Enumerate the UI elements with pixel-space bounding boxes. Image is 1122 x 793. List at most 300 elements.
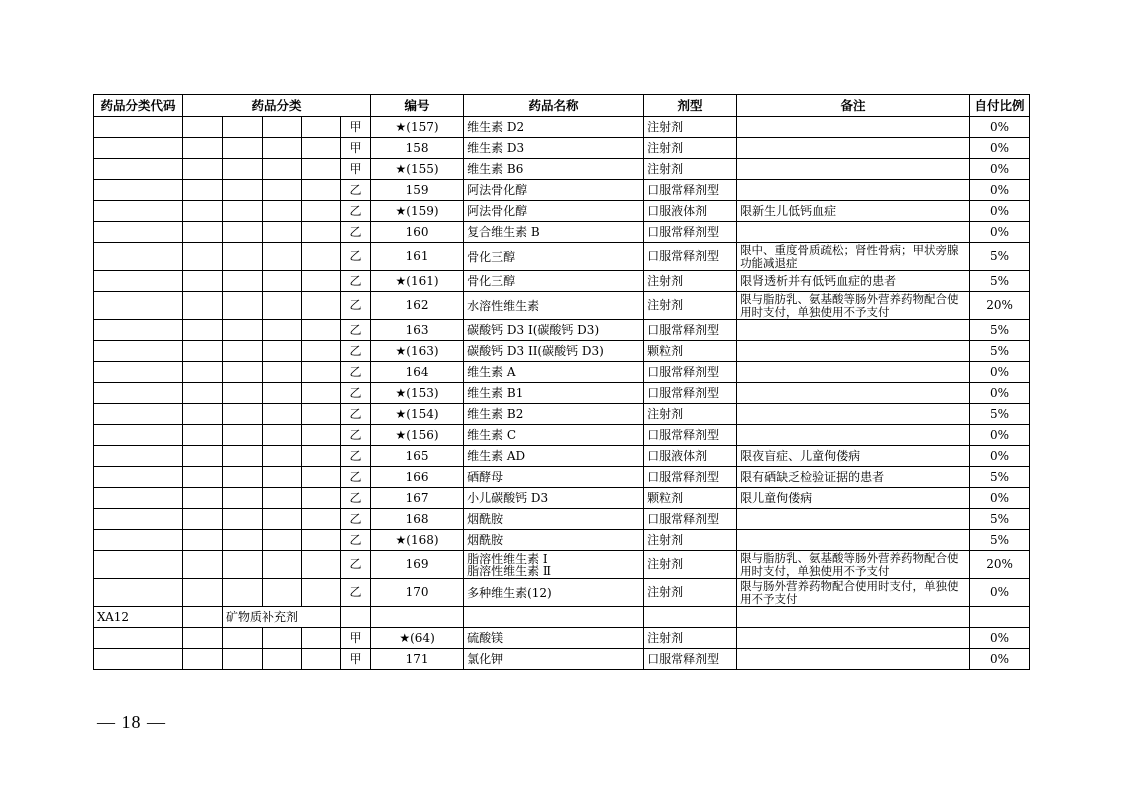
cell-drug-name: 阿法骨化醇 [464,180,644,201]
table-row [94,222,1030,243]
cell-class: 乙 [341,292,371,320]
cell-code [94,292,183,320]
cell-drug-name: 硒酵母 [464,467,644,488]
cell-number: ★(154) [371,404,464,425]
cell-form: 口服常释剂型 [644,222,737,243]
table-row [94,271,1030,292]
cell-blank [223,117,263,138]
cell-class: 甲 [341,628,371,649]
cell-drug-name: 氯化钾 [464,649,644,670]
cell-blank [183,628,223,649]
cell-code [94,425,183,446]
header-form: 剂型 [644,95,737,117]
cell-blank [183,551,223,579]
cell-form: 口服常释剂型 [644,509,737,530]
cell-blank [183,649,223,670]
cell-drug-name: 骨化三醇 [464,271,644,292]
cell-blank [183,138,223,159]
cell-class: 乙 [341,404,371,425]
cell-class: 乙 [341,271,371,292]
table-row [94,488,1030,509]
cell-number: 161 [371,243,464,271]
cell-blank [223,159,263,180]
cell-blank [223,341,263,362]
table-row [94,579,1030,607]
cell-ratio: 0% [970,201,1030,222]
cell-form: 注射剂 [644,530,737,551]
cell-note: 限有硒缺乏检验证据的患者 [737,467,970,488]
cell-blank [302,138,341,159]
cell-number: 165 [371,446,464,467]
cell-code [94,138,183,159]
cell-code [94,488,183,509]
cell-blank [223,509,263,530]
cell-blank [263,446,302,467]
cell-form: 口服常释剂型 [644,425,737,446]
cell-blank [302,271,341,292]
cell-form: 注射剂 [644,404,737,425]
cell-note [737,180,970,201]
cell-blank [183,180,223,201]
cell-ratio: 20% [970,551,1030,579]
cell-code: XA12 [94,607,183,628]
cell-class: 乙 [341,362,371,383]
cell-class: 乙 [341,446,371,467]
table-header-row [94,95,1030,117]
cell-ratio: 0% [970,446,1030,467]
cell-note [737,341,970,362]
cell-form: 注射剂 [644,159,737,180]
cell-class: 乙 [341,243,371,271]
cell-note [737,362,970,383]
table-row [94,201,1030,222]
cell-drug-name: 复合维生素 B [464,222,644,243]
cell-note: 限与肠外营养药物配合使用时支付，单独使用不予支付 [737,579,970,607]
cell-form: 注射剂 [644,271,737,292]
cell-blank [302,551,341,579]
cell-class: 甲 [341,117,371,138]
cell-blank [263,292,302,320]
table-row [94,180,1030,201]
cell-drug-name: 脂溶性维生素 Ⅰ 脂溶性维生素 Ⅱ [464,551,644,579]
cell-drug-name: 维生素 AD [464,446,644,467]
cell-ratio: 0% [970,180,1030,201]
cell-drug-name [464,607,644,628]
cell-blank [302,320,341,341]
cell-drug-name: 烟酰胺 [464,509,644,530]
cell-code [94,467,183,488]
cell-drug-name: 阿法骨化醇 [464,201,644,222]
cell-blank [302,159,341,180]
table-body [94,117,1030,670]
cell-ratio: 0% [970,117,1030,138]
cell-form: 口服液体剂 [644,446,737,467]
cell-blank [302,425,341,446]
cell-blank [223,320,263,341]
cell-note: 限与脂肪乳、氨基酸等肠外营养药物配合使用时支付，单独使用不予支付 [737,292,970,320]
cell-blank [263,579,302,607]
cell-ratio: 0% [970,628,1030,649]
cell-blank [263,383,302,404]
cell-class: 乙 [341,551,371,579]
cell-note [737,628,970,649]
cell-blank [183,446,223,467]
cell-code [94,222,183,243]
cell-blank [302,383,341,404]
table-row [94,362,1030,383]
cell-blank [223,530,263,551]
cell-number: 171 [371,649,464,670]
cell-class: 乙 [341,320,371,341]
cell-blank [223,488,263,509]
table-row [94,446,1030,467]
cell-ratio: 0% [970,362,1030,383]
cell-class: 乙 [341,341,371,362]
cell-note: 限夜盲症、儿童佝偻病 [737,446,970,467]
cell-blank [302,341,341,362]
cell-code [94,320,183,341]
cell-note: 限肾透析并有低钙血症的患者 [737,271,970,292]
cell-blank [263,488,302,509]
cell-blank [302,117,341,138]
cell-blank [302,446,341,467]
cell-blank [302,467,341,488]
table-row [94,341,1030,362]
cell-number: ★(161) [371,271,464,292]
cell-blank [302,243,341,271]
cell-note [737,383,970,404]
cell-note [737,138,970,159]
header-code: 药品分类代码 [94,95,183,117]
cell-blank [183,404,223,425]
cell-blank [263,138,302,159]
cell-blank [263,243,302,271]
cell-form [644,607,737,628]
cell-drug-name: 维生素 A [464,362,644,383]
cell-blank [223,138,263,159]
cell-form: 注射剂 [644,579,737,607]
cell-drug-name: 碳酸钙 D3 I(碳酸钙 D3) [464,320,644,341]
cell-number: 163 [371,320,464,341]
cell-class: 甲 [341,138,371,159]
cell-class: 乙 [341,180,371,201]
cell-class: 乙 [341,383,371,404]
cell-class: 乙 [341,509,371,530]
table-row [94,509,1030,530]
cell-form: 口服常释剂型 [644,320,737,341]
cell-form: 口服液体剂 [644,201,737,222]
cell-note [737,117,970,138]
cell-class: 乙 [341,467,371,488]
cell-number: 160 [371,222,464,243]
cell-blank [223,467,263,488]
cell-class: 乙 [341,579,371,607]
cell-drug-name: 维生素 D2 [464,117,644,138]
cell-form: 口服常释剂型 [644,467,737,488]
cell-blank [302,649,341,670]
cell-blank [223,271,263,292]
cell-form: 口服常释剂型 [644,383,737,404]
cell-form: 注射剂 [644,628,737,649]
cell-number: ★(155) [371,159,464,180]
cell-blank [183,292,223,320]
cell-note: 限儿童佝偻病 [737,488,970,509]
cell-ratio: 0% [970,488,1030,509]
cell-code [94,649,183,670]
cell-form: 颗粒剂 [644,341,737,362]
cell-blank [263,222,302,243]
cell-code [94,509,183,530]
cell-note [737,320,970,341]
cell-code [94,243,183,271]
cell-number: 170 [371,579,464,607]
header-name: 药品名称 [464,95,644,117]
cell-drug-name: 维生素 C [464,425,644,446]
cell-number: 164 [371,362,464,383]
cell-number: 168 [371,509,464,530]
cell-blank [263,362,302,383]
cell-number: ★(159) [371,201,464,222]
cell-note [737,649,970,670]
cell-blank [223,222,263,243]
cell-class: 乙 [341,222,371,243]
cell-blank [263,551,302,579]
cell-blank [302,292,341,320]
cell-class: 甲 [341,649,371,670]
cell-note [737,222,970,243]
cell-drug-name: 维生素 B1 [464,383,644,404]
cell-note [737,509,970,530]
cell-blank [223,446,263,467]
cell-blank [183,488,223,509]
cell-code [94,180,183,201]
cell-number: 162 [371,292,464,320]
cell-blank [263,320,302,341]
cell-drug-name: 水溶性维生素 [464,292,644,320]
cell-blank [183,271,223,292]
cell-ratio: 5% [970,271,1030,292]
cell-form: 颗粒剂 [644,488,737,509]
cell-blank [302,180,341,201]
cell-code [94,341,183,362]
cell-blank [223,579,263,607]
header-category: 药品分类 [183,95,371,117]
cell-form: 注射剂 [644,551,737,579]
table-row [94,628,1030,649]
cell-drug-name: 维生素 D3 [464,138,644,159]
cell-blank [302,530,341,551]
cell-number: 167 [371,488,464,509]
table-row [94,530,1030,551]
cell-code [94,201,183,222]
cell-blank [223,180,263,201]
cell-blank [223,649,263,670]
table-row [94,467,1030,488]
cell-blank [223,628,263,649]
cell-blank [183,341,223,362]
cell-blank [223,292,263,320]
cell-number: ★(153) [371,383,464,404]
cell-blank [183,467,223,488]
cell-blank [263,271,302,292]
cell-code [94,271,183,292]
table-row [94,320,1030,341]
table-row [94,649,1030,670]
cell-blank [183,607,223,628]
cell-code [94,404,183,425]
table-row [94,159,1030,180]
cell-code [94,551,183,579]
table-row [94,404,1030,425]
cell-ratio: 5% [970,243,1030,271]
cell-drug-name: 硫酸镁 [464,628,644,649]
cell-blank [223,551,263,579]
cell-ratio [970,607,1030,628]
cell-drug-name: 烟酰胺 [464,530,644,551]
cell-class: 乙 [341,201,371,222]
cell-blank [223,243,263,271]
cell-blank [223,425,263,446]
table-row [94,551,1030,579]
cell-drug-name: 小儿碳酸钙 D3 [464,488,644,509]
cell-note: 限中、重度骨质疏松；肾性骨病；甲状旁腺功能减退症 [737,243,970,271]
table-row [94,425,1030,446]
cell-drug-name: 多种维生素(12) [464,579,644,607]
cell-blank [183,320,223,341]
cell-blank [302,362,341,383]
header-ratio: 自付比例 [970,95,1030,117]
cell-number: ★(168) [371,530,464,551]
cell-note: 限与脂肪乳、氨基酸等肠外营养药物配合使用时支付，单独使用不予支付 [737,551,970,579]
cell-ratio: 5% [970,404,1030,425]
cell-blank [302,488,341,509]
cell-code [94,628,183,649]
cell-form: 口服常释剂型 [644,180,737,201]
cell-note [737,425,970,446]
cell-number: ★(156) [371,425,464,446]
cell-code [94,159,183,180]
cell-blank [183,530,223,551]
header-number: 编号 [371,95,464,117]
cell-number: 158 [371,138,464,159]
header-note: 备注 [737,95,970,117]
cell-form: 注射剂 [644,138,737,159]
cell-drug-name: 维生素 B2 [464,404,644,425]
cell-blank [183,117,223,138]
table-row [94,138,1030,159]
cell-drug-name: 维生素 B6 [464,159,644,180]
cell-blank [183,362,223,383]
table-row [94,383,1030,404]
cell-blank [263,530,302,551]
cell-form: 注射剂 [644,292,737,320]
cell-class [341,607,371,628]
table-row [94,607,1030,628]
cell-blank [302,201,341,222]
cell-ratio: 0% [970,159,1030,180]
cell-code [94,383,183,404]
cell-blank [223,362,263,383]
cell-blank [263,425,302,446]
cell-form: 口服常释剂型 [644,649,737,670]
cell-category: 矿物质补充剂 [223,607,341,628]
cell-code [94,446,183,467]
cell-blank [263,180,302,201]
page-number: — 18 — [97,712,166,732]
cell-blank [263,404,302,425]
cell-blank [302,579,341,607]
cell-number [371,607,464,628]
cell-blank [302,628,341,649]
cell-blank [183,579,223,607]
cell-note [737,159,970,180]
cell-ratio: 5% [970,509,1030,530]
cell-ratio: 0% [970,138,1030,159]
cell-class: 乙 [341,530,371,551]
cell-ratio: 5% [970,530,1030,551]
cell-number: ★(64) [371,628,464,649]
cell-ratio: 0% [970,222,1030,243]
cell-note [737,404,970,425]
cell-form: 口服常释剂型 [644,243,737,271]
cell-blank [183,201,223,222]
cell-blank [183,243,223,271]
cell-number: 169 [371,551,464,579]
cell-code [94,530,183,551]
cell-code [94,117,183,138]
cell-ratio: 0% [970,383,1030,404]
cell-blank [223,404,263,425]
cell-blank [263,649,302,670]
cell-ratio: 5% [970,320,1030,341]
cell-form: 注射剂 [644,117,737,138]
cell-blank [263,628,302,649]
cell-blank [263,117,302,138]
cell-blank [302,222,341,243]
drug-table [93,94,1030,670]
cell-ratio: 0% [970,425,1030,446]
cell-blank [183,159,223,180]
cell-form: 口服常释剂型 [644,362,737,383]
cell-ratio: 0% [970,649,1030,670]
cell-blank [263,467,302,488]
cell-blank [302,404,341,425]
cell-blank [183,222,223,243]
table-row [94,292,1030,320]
cell-ratio: 5% [970,467,1030,488]
cell-blank [183,509,223,530]
cell-class: 乙 [341,425,371,446]
cell-drug-name: 碳酸钙 D3 II(碳酸钙 D3) [464,341,644,362]
cell-blank [183,425,223,446]
cell-ratio: 20% [970,292,1030,320]
cell-blank [263,509,302,530]
cell-ratio: 5% [970,341,1030,362]
cell-note: 限新生儿低钙血症 [737,201,970,222]
cell-blank [263,341,302,362]
cell-code [94,579,183,607]
cell-number: 166 [371,467,464,488]
cell-ratio: 0% [970,579,1030,607]
cell-code [94,362,183,383]
cell-number: 159 [371,180,464,201]
cell-blank [223,383,263,404]
cell-note [737,607,970,628]
cell-blank [302,509,341,530]
cell-class: 乙 [341,488,371,509]
table-row [94,243,1030,271]
cell-blank [183,383,223,404]
